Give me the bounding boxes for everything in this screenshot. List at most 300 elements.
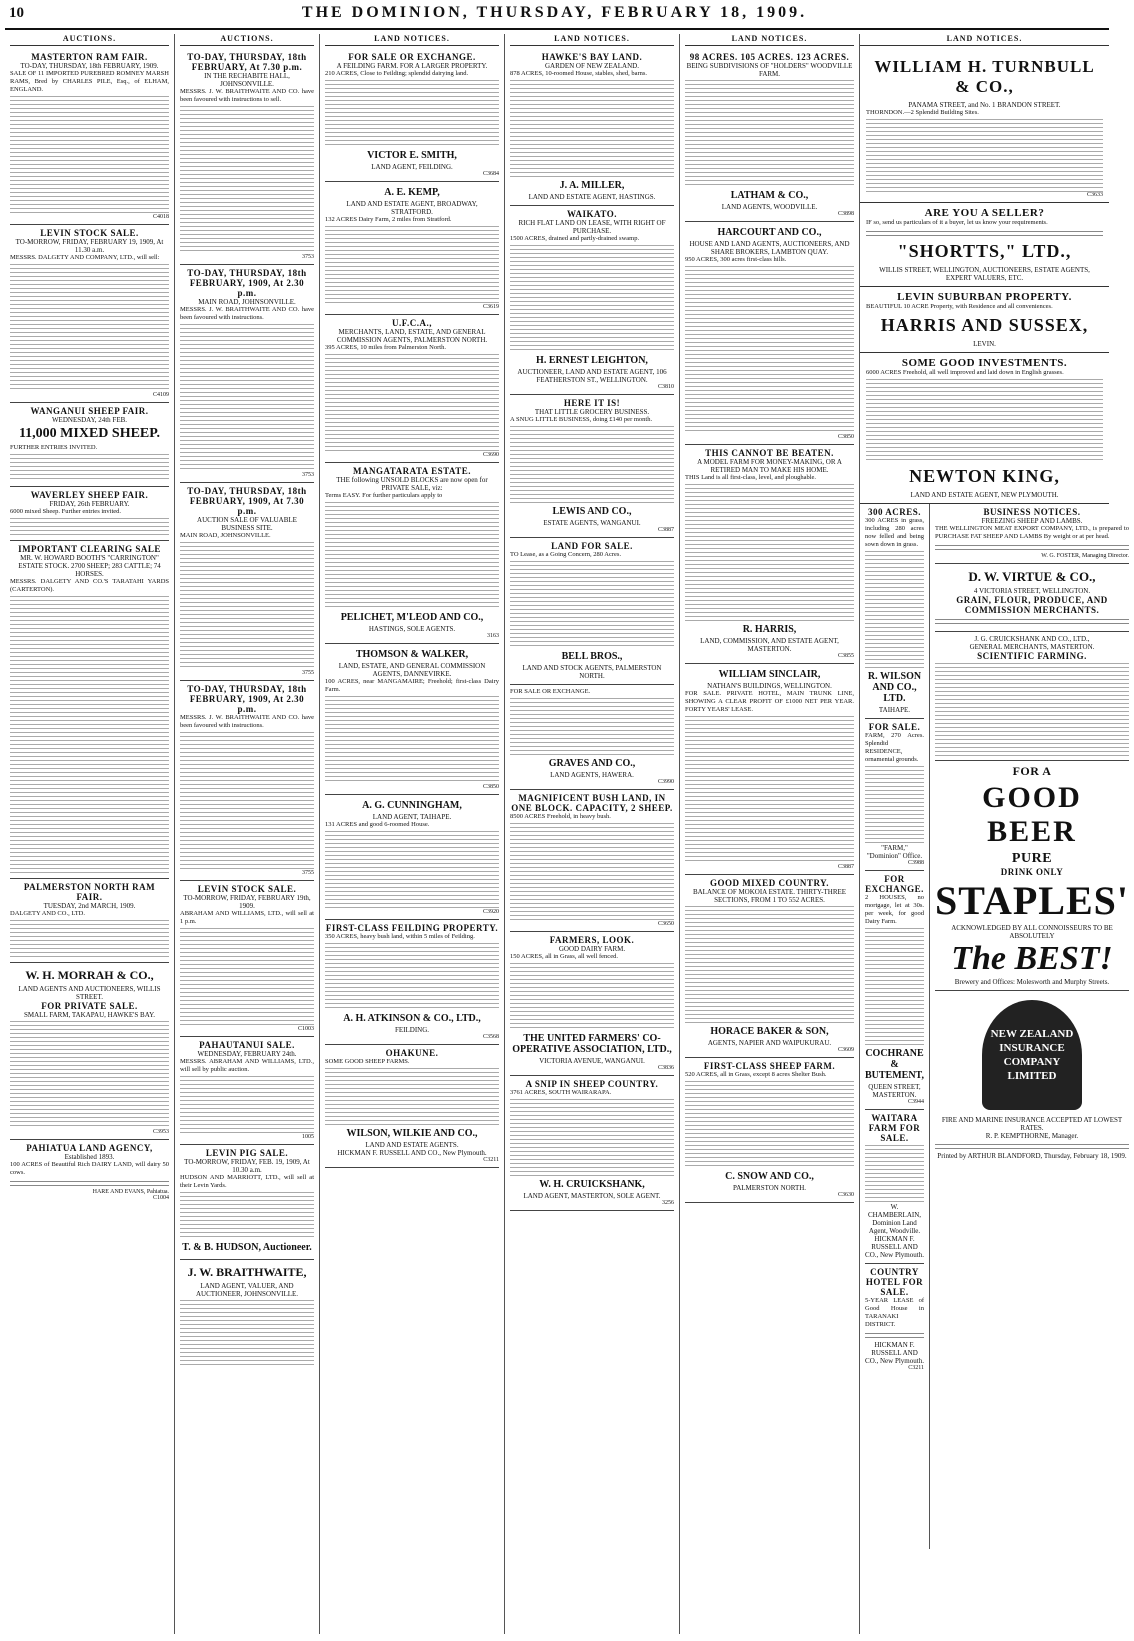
ad-title: SOME GOOD INVESTMENTS.	[901, 357, 1068, 369]
ad-ref: 3755	[302, 670, 314, 676]
ad-title: MAGNIFICENT BUSH LAND, IN ONE BLOCK. CAPACITY, 2 SHEEP.	[511, 793, 673, 813]
columns	[5, 34, 1129, 1634]
agent-name: W. H. CRUICKSHANK,	[539, 1179, 645, 1190]
agent-name: HARCOURT AND CO.,	[717, 227, 822, 238]
ad-title: TO-DAY, THURSDAY, 18th FEBRUARY, 1909, At 2.30 p.m.	[187, 268, 307, 298]
masthead	[5, 4, 1109, 30]
split-right	[930, 504, 1134, 1549]
advert	[180, 1037, 314, 1145]
advert	[325, 1045, 499, 1168]
ad-body: TO Lease, as a Going Concern, 280 Acres.	[510, 551, 622, 558]
ad-title: FOR SALE.	[868, 722, 921, 732]
advert	[180, 49, 314, 265]
ad-braithwaite	[180, 1260, 314, 1372]
ad-title: MANGATARATA ESTATE.	[352, 466, 471, 476]
beer-pure: PURE	[1011, 851, 1053, 866]
advert	[180, 881, 314, 1037]
ad-investments	[860, 353, 1109, 504]
agent-name: LATHAM & CO.,	[730, 190, 809, 201]
column-heading: LAND NOTICES.	[510, 34, 674, 46]
advert	[325, 644, 499, 795]
advert	[685, 49, 854, 222]
insurance-line-2: INSURANCE	[999, 1042, 1065, 1054]
agent-sub: LAND AGENTS, HAWERA.	[550, 771, 634, 779]
agent-name: J. A. MILLER,	[559, 180, 625, 191]
insurance-sub: FIRE AND MARINE INSURANCE ACCEPTED AT LOWEST RATES.	[941, 1116, 1123, 1132]
ad-sub: MR. W. HOWARD BOOTH'S "CARRINGTON" ESTATE STOCK. 2700 SHEEP; 283 CATTLE; 74 HORSES.	[18, 554, 161, 578]
agent-sub: PANAMA STREET, and No. 1 BRANDON STREET.	[908, 101, 1061, 109]
text-block	[685, 904, 854, 1024]
ad-body: THORNDON.—2 Splendid Building Sites.	[866, 109, 979, 116]
ad-body: GRAIN, FLOUR, PRODUCE, AND COMMISSION MERCHANTS.	[956, 595, 1108, 615]
advert	[10, 225, 169, 403]
ad-headline: 11,000 MIXED SHEEP.	[18, 426, 161, 441]
text-block	[10, 1179, 169, 1187]
ad-body: FURTHER ENTRIES INVITED.	[10, 444, 98, 451]
ad-title: PAHAUTANUI SALE.	[199, 1040, 295, 1050]
page-title: THE DOMINION, THURSDAY, FEBRUARY 18, 1909.	[301, 4, 808, 21]
text-block	[865, 926, 924, 1046]
ad-sub: TO-MORROW, FRIDAY, FEBRUARY 19, 1909, At 11.30 a.m.	[15, 238, 164, 254]
beer-address: Brewery and Offices: Molesworth and Murphy Streets.	[954, 978, 1110, 986]
text-block	[510, 821, 674, 921]
ad-ref: 3753	[302, 254, 314, 260]
ad-body: FOR SALE OR EXCHANGE.	[510, 688, 591, 695]
ad-body: FOR SALE. PRIVATE HOTEL, MAIN TRUNK LINE, SHOWING A CLEAR PROFIT OF £1000 NET PER YEAR. FORTY YEARS' LEASE.	[685, 690, 854, 713]
advert	[685, 445, 854, 664]
ad-sub: SMALL FARM, TAKAPAU, HAWKE'S BAY.	[23, 1011, 156, 1019]
agent-sub: LAND AGENTS AND AUCTIONEERS, WILLIS STREET.	[18, 985, 161, 1001]
agent-sub: LAND AND ESTATE AGENTS.	[365, 1141, 459, 1149]
ad-body: SOME GOOD SHEEP FARMS.	[325, 1058, 410, 1065]
text-block	[510, 559, 674, 649]
split-area	[860, 504, 1129, 1549]
beer-sub: ACKNOWLEDGED BY ALL CONNOISSEURS TO BE ABSOLUTELY	[951, 924, 1113, 940]
text-block	[10, 452, 169, 482]
ad-pahiatua	[10, 1140, 169, 1205]
ad-body: DALGETY AND CO., LTD.	[10, 910, 85, 917]
ad-title: PALMERSTON NORTH RAM FAIR.	[23, 882, 156, 902]
ad-for-sale	[865, 719, 924, 871]
page-number: 10	[9, 5, 24, 21]
ad-ref: 3163	[487, 633, 499, 639]
ad-ref: C3568	[482, 1034, 499, 1040]
ad-title: PAHIATUA LAND AGENCY,	[26, 1143, 153, 1153]
ad-ref: C3211	[908, 1365, 924, 1371]
newspaper-page	[5, 4, 1129, 1634]
advert	[685, 1058, 854, 1203]
ad-300-acres	[865, 504, 924, 719]
agent-sub: HASTINGS, SOLE AGENTS.	[368, 625, 456, 633]
ad-title: WAVERLEY SHEEP FAIR.	[30, 490, 149, 500]
ad-sub: RICH FLAT LAND ON LEASE, WITH RIGHT OF PURCHASE.	[518, 219, 666, 235]
advert	[685, 222, 854, 445]
ad-ref: C3609	[837, 1047, 854, 1053]
beer-for-a: FOR A	[1012, 764, 1052, 778]
insurance-manager: R. P. KEMPTHORNE, Manager.	[985, 1132, 1079, 1140]
agent-sub: AGENTS, NAPIER AND WAIPUKURAU.	[707, 1039, 832, 1047]
column-heading: LAND NOTICES.	[685, 34, 854, 46]
agent-name: LEWIS AND CO.,	[552, 506, 632, 517]
ad-seller	[860, 203, 1109, 287]
advert	[510, 790, 674, 932]
advert	[10, 403, 169, 487]
agent-name: WILLIAM H. TURNBULL & CO.,	[874, 57, 1095, 96]
agent-name: BELL BROS.,	[561, 651, 623, 662]
agent-name: W. H. MORRAH & CO.,	[25, 968, 154, 982]
agent-sub: AUCTIONEER, LAND AND ESTATE AGENT, 106 FEATHERSTON ST., WELLINGTON.	[517, 368, 667, 384]
ad-title: OHAKUNE.	[385, 1048, 439, 1058]
ad-sub: GOOD DAIRY FARM.	[558, 945, 626, 953]
agent-name: COCHRANE & BUTEMENT,	[865, 1048, 924, 1081]
ad-title: LEVIN STOCK SALE.	[197, 884, 297, 894]
advert	[685, 664, 854, 875]
text-block	[685, 714, 854, 864]
advert	[10, 487, 169, 541]
ad-sub: A FEILDING FARM. FOR A LARGER PROPERTY.	[336, 62, 488, 70]
agent-sub: Dominion Land Agent, Woodville.	[868, 1219, 921, 1235]
insurance-line-1: NEW ZEALAND	[990, 1028, 1074, 1040]
text-block	[866, 377, 1103, 462]
ad-title: MASTERTON RAM FAIR.	[31, 52, 148, 62]
ad-body: 520 ACRES, all in Grass, except 8 acres Shelter Bush.	[685, 1071, 827, 1078]
ad-turnbull	[860, 49, 1109, 203]
agent-name: A. H. ATKINSON & CO., LTD.,	[343, 1013, 481, 1024]
ad-title: U.F.C.A.,	[392, 318, 432, 328]
brand-staples: STAPLES'	[934, 878, 1129, 923]
ad-title: IMPORTANT CLEARING SALE	[18, 544, 161, 554]
agent-name: D. W. VIRTUE & CO.,	[968, 569, 1096, 584]
text-block	[180, 1074, 314, 1134]
agent-name: C. SNOW AND CO.,	[725, 1171, 814, 1182]
ad-title: LEVIN SUBURBAN PROPERTY.	[897, 291, 1072, 303]
text-block	[510, 961, 674, 1031]
ad-ref: C3953	[152, 1129, 169, 1135]
column-4	[505, 34, 680, 1634]
advert	[10, 541, 169, 879]
text-block	[685, 482, 854, 622]
column-3	[320, 34, 505, 1634]
agent-name: W. CHAMBERLAIN,	[867, 1203, 922, 1219]
ad-ref: C3211	[483, 1157, 499, 1163]
agent-name: HARE AND EVANS, Pahiatua.	[92, 1189, 169, 1195]
text-block	[510, 696, 674, 756]
agent-name: HICKMAN F. RUSSELL AND CO., New Plymouth.	[865, 1341, 924, 1365]
agent-name: H. ERNEST LEIGHTON,	[536, 355, 648, 366]
text-block	[865, 764, 924, 844]
agent-name: WILSON, WILKIE AND CO.,	[346, 1128, 478, 1139]
ad-ref: C3633	[1086, 192, 1103, 198]
ad-body: THE WELLINGTON MEAT EXPORT COMPANY, LTD., is prepared to PURCHASE FAT SHEEP AND LAMBS By weight or at per head.	[934, 525, 1129, 540]
ad-ref: 3256	[662, 1200, 674, 1206]
ad-title: FIRST-CLASS FEILDING PROPERTY.	[325, 923, 499, 933]
text-block	[935, 543, 1129, 551]
advert	[510, 395, 674, 538]
ad-title: LAND FOR SALE.	[551, 541, 633, 551]
text-block	[325, 941, 499, 1011]
agent-sub: LAND AND ESTATE AGENT, HASTINGS.	[528, 193, 656, 201]
text-block	[935, 617, 1129, 625]
ad-body: 6000 mixed Sheep. Further entries invited.	[10, 508, 122, 515]
agent-name: R. HARRIS,	[742, 624, 797, 635]
ad-body: 350 ACRES, heavy bush land, within 5 miles of Feilding.	[325, 933, 475, 940]
agent-sub: QUEEN STREET, MASTERTON.	[868, 1083, 921, 1099]
text-block	[10, 94, 169, 214]
ad-sub: MAIN ROAD, JOHNSONVILLE.	[198, 298, 296, 306]
agent-name: J. W. BRAITHWAITE,	[187, 1265, 307, 1279]
ad-ref: C3920	[482, 909, 499, 915]
text-block	[685, 1079, 854, 1169]
agent-name: T. & B. HUDSON, Auctioneer.	[182, 1242, 312, 1253]
text-block	[10, 1019, 169, 1129]
ad-sub: WEDNESDAY, FEBRUARY 24th.	[197, 1050, 297, 1058]
agent-sub: ESTATE AGENTS, WANGANUI.	[543, 519, 641, 527]
agent-name: HARRIS AND SUSSEX,	[880, 315, 1089, 335]
insurance-emblem	[982, 1000, 1082, 1110]
agent-sub: LAND AGENT, MASTERTON, SOLE AGENT.	[523, 1192, 661, 1200]
ad-title: ARE YOU A SELLER?	[924, 207, 1045, 219]
ad-body: 6000 ACRES Freehold, all well improved and laid down in English grasses.	[866, 369, 1064, 376]
agent-sub: LAND AGENT, VALUER, AND AUCTIONEER, JOHNSONVILLE.	[195, 1282, 299, 1298]
ad-sub: Established 1893.	[64, 1153, 115, 1161]
ad-title: THIS CANNOT BE BEATEN.	[705, 448, 834, 458]
ad-ref: C3630	[837, 1192, 854, 1198]
agent-name: "FARM," "Dominion" Office.	[866, 844, 923, 860]
agent-sub: FEILDING.	[394, 1026, 430, 1034]
agent-sub: PALMERSTON NORTH.	[732, 1184, 807, 1192]
imprint: Printed by ARTHUR BLANDFORD, Thursday, February 18, 1909.	[937, 1152, 1127, 1160]
advert	[325, 795, 499, 920]
ad-sub: THAT LITTLE GROCERY BUSINESS.	[534, 408, 650, 416]
advert	[510, 685, 674, 790]
ad-body: SALE OF 11 IMPORTED PUREBRED ROMNEY MARSH RAMS, Bred by CHARLES PILE, Esq., of ELHAM, ENGLAND.	[10, 70, 169, 93]
agent-sub: TAIHAPE.	[878, 706, 911, 714]
ad-title: FIRST-CLASS SHEEP FARM.	[703, 1061, 836, 1071]
ad-body: 8500 ACRES Freehold, in heavy bush.	[510, 813, 611, 820]
ad-body: MESSRS. DALGETY AND CO.'S TARATAHI YARDS (CARTERTON).	[10, 578, 169, 593]
advert	[180, 681, 314, 881]
ad-ref: 3753	[302, 472, 314, 478]
ad-body: 878 ACRES, 10-roomed House, stables, shed, barns.	[510, 70, 648, 77]
ad-body: 3761 ACRES, SOUTH WAIRARAPA.	[510, 1089, 612, 1096]
insurance-line-3: COMPANY	[1003, 1056, 1061, 1068]
ad-sub: BALANCE OF MOKOIA ESTATE. THIRTY-THREE SECTIONS, FROM 1 TO 552 ACRES.	[692, 888, 847, 904]
advert	[510, 538, 674, 685]
ad-body: 100 ACRES, near MANGAMAIRE; Freehold; first-class Dairy Farm.	[325, 678, 499, 693]
ad-virtue	[935, 564, 1129, 632]
insurance-line-4: LIMITED	[1007, 1070, 1057, 1082]
text-block	[180, 540, 314, 670]
column-5	[680, 34, 860, 1634]
ad-body: MESSRS. ABRAHAM AND WILLIAMS, LTD., will sell by public auction.	[180, 1058, 314, 1073]
column-heading: LAND NOTICES.	[325, 34, 499, 46]
ad-title: LEVIN PIG SALE.	[205, 1148, 289, 1158]
ad-body: BEAUTIFUL 10 ACRE Property, with Residence and all conveniences.	[866, 303, 1053, 310]
ad-ref: C3990	[657, 779, 674, 785]
column-6	[860, 34, 1129, 1634]
ad-body: THIS Land is all first-class, level, and ploughable.	[685, 474, 817, 481]
text-block	[325, 224, 499, 304]
advert	[10, 879, 169, 963]
ad-ref: 1005	[302, 1134, 314, 1140]
ad-title: A SNIP IN SHEEP COUNTRY.	[525, 1079, 659, 1089]
ad-body: MESSRS. J. W. BRAITHWAITE AND CO. have been favoured with instructions.	[180, 306, 314, 321]
agent-sub: GENERAL MERCHANTS, MASTERTON.	[969, 643, 1095, 651]
ad-ref: C3898	[837, 211, 854, 217]
ad-levin-suburban	[860, 287, 1109, 353]
ad-ref: C3684	[482, 171, 499, 177]
beer-drink-only: DRINK ONLY	[1000, 867, 1064, 877]
ad-ref: 3755	[302, 870, 314, 876]
ad-cruickshank	[935, 632, 1129, 761]
agent-sub: WILLIS STREET, WELLINGTON, AUCTIONEERS, ESTATE AGENTS, EXPERT VALUERS, ETC.	[879, 266, 1090, 282]
ad-title: TO-DAY, THURSDAY, 18th FEBRUARY, 1909, At 2.30 p.m.	[187, 684, 307, 714]
ad-sub: AUCTION SALE OF VALUABLE BUSINESS SITE.	[197, 516, 297, 532]
text-block	[866, 229, 1103, 237]
ad-body: 5-YEAR LEASE of Good House in TARANAKI DISTRICT.	[865, 1297, 924, 1328]
text-block	[180, 1190, 314, 1240]
ad-sub: A MODEL FARM FOR MONEY-MAKING, OR A RETIRED MAN TO MAKE HIS HOME.	[697, 458, 842, 474]
column-heading: AUCTIONS.	[180, 34, 314, 46]
advert	[325, 463, 499, 644]
text-block	[180, 926, 314, 1026]
advert	[325, 182, 499, 315]
ad-insurance	[935, 991, 1129, 1164]
text-block	[935, 1142, 1129, 1150]
text-block	[510, 424, 674, 504]
ad-country-hotel	[865, 1264, 924, 1375]
agent-sub: LAND AGENT, TAIHAPE.	[372, 813, 452, 821]
ad-body: ABRAHAM AND WILLIAMS, LTD., will sell at 1 p.m.	[180, 910, 314, 925]
ad-body: MESSRS. J. W. BRAITHWAITE AND CO. have been favoured with instructions to sell.	[180, 88, 314, 103]
ad-ref: C3988	[907, 860, 924, 866]
ad-ref: C4018	[152, 214, 169, 220]
agent-name: A. E. KEMP,	[384, 187, 440, 198]
ad-staples-beer	[935, 761, 1129, 991]
ad-body: 132 ACRES Dairy Farm, 2 miles from Stratford.	[325, 216, 452, 223]
ad-title: FARMERS, LOOK.	[549, 935, 635, 945]
advert	[685, 875, 854, 1058]
ad-title: 300 ACRES.	[867, 507, 921, 517]
ad-ref: C3887	[837, 864, 854, 870]
agent-sub: LAND AND ESTATE AGENT, BROADWAY, STRATFORD.	[346, 200, 478, 216]
ad-ref: C1003	[297, 1026, 314, 1032]
advert	[180, 483, 314, 681]
ad-body: Terms EASY. For further particulars apply to	[325, 492, 443, 499]
ad-waitara	[865, 1110, 924, 1264]
text-block	[325, 78, 499, 148]
ad-title: TO-DAY, THURSDAY, 18th FEBRUARY, At 7.30 p.m.	[187, 52, 307, 72]
ad-morrah	[10, 963, 169, 1140]
ad-body: 100 ACRES of Beautiful Rich DAIRY LAND, will dairy 50 cows.	[10, 1161, 169, 1176]
ad-title: HERE IT IS!	[563, 398, 621, 408]
advert	[10, 49, 169, 225]
agent-name: HORACE BAKER & SON,	[710, 1026, 829, 1037]
text-block	[865, 1143, 924, 1203]
ad-sub: TUESDAY, 2nd MARCH, 1909.	[43, 902, 136, 910]
ad-business	[935, 504, 1129, 564]
ad-sub: FRIDAY, 26th FEBRUARY.	[49, 500, 130, 508]
ad-sub: TO-MORROW, FRIDAY, FEB. 19, 1909, At 10.30 a.m.	[184, 1158, 310, 1174]
agent-name: A. G. CUNNINGHAM,	[362, 800, 462, 811]
ad-ref: C3850	[837, 434, 854, 440]
agent-name: W. G. FOSTER, Managing Director.	[1041, 553, 1129, 559]
ad-sub: THE following UNSOLD BLOCKS are now open for PRIVATE SALE, viz:	[336, 476, 488, 492]
ad-ref: C3810	[657, 384, 674, 390]
ad-body: 150 ACRES, all in Grass, all well fenced.	[510, 953, 618, 960]
ad-sub: GARDEN OF NEW ZEALAND.	[545, 62, 639, 70]
advert	[325, 49, 499, 182]
ad-title: WANGANUI SHEEP FAIR.	[30, 406, 149, 416]
beer-good-beer: GOOD BEER	[982, 781, 1082, 848]
text-block	[180, 104, 314, 254]
advert	[325, 920, 499, 1045]
text-block	[10, 594, 169, 874]
text-block	[325, 1066, 499, 1126]
ad-body: HUDSON AND MARRIOTT, LTD., will sell at their Levin Yards.	[180, 1174, 314, 1189]
advert	[510, 1076, 674, 1211]
agent-sub: LEVIN.	[973, 340, 996, 348]
ad-body: 1500 ACRES, drained and partly-drained swamp.	[510, 235, 640, 242]
text-block	[325, 694, 499, 784]
advert	[510, 206, 674, 395]
text-block	[685, 78, 854, 188]
split-left	[860, 504, 930, 1549]
agent-name: VICTOR E. SMITH,	[367, 150, 457, 161]
ad-ref: C1004	[152, 1195, 169, 1201]
agent-name: J. G. CRUICKSHANK AND CO., LTD.,	[974, 635, 1090, 643]
ad-title: WAIKATO.	[567, 209, 617, 219]
ad-body: 131 ACRES and good 6-roomed House.	[325, 821, 430, 828]
agent-sub: LAND AND ESTATE AGENT, NEW PLYMOUTH.	[910, 491, 1059, 499]
agent-sub: 4 VICTORIA STREET, WELLINGTON.	[973, 587, 1091, 595]
ad-sub: MERCHANTS, LAND, ESTATE, AND GENERAL COMMISSION AGENTS, PALMERSTON NORTH.	[336, 328, 488, 344]
ad-title: GOOD MIXED COUNTRY.	[709, 878, 830, 888]
ad-exchange	[865, 871, 924, 1110]
ad-ref: C4109	[152, 392, 169, 398]
text-block	[865, 1331, 924, 1339]
ad-ref: C3887	[657, 527, 674, 533]
column-2	[175, 34, 320, 1634]
text-block	[865, 549, 924, 669]
text-block	[180, 322, 314, 472]
text-block	[510, 78, 674, 178]
advert	[325, 315, 499, 463]
agent-sub: LAND, ESTATE, AND GENERAL COMMISSION AGENTS, DANNEVIRKE.	[338, 662, 486, 678]
ad-ref: C3855	[837, 653, 854, 659]
ad-ref: C3690	[482, 452, 499, 458]
ad-title: FOR EXCHANGE.	[865, 874, 924, 894]
advert	[510, 932, 674, 1076]
text-block	[180, 730, 314, 870]
text-block	[866, 117, 1103, 192]
ad-body: 2 HOUSES, no mortgage, let at 30s. per week, for good Dairy Farm.	[865, 894, 924, 925]
advert	[180, 1145, 314, 1260]
ad-body: 395 ACRES, 10 miles from Palmerston North.	[325, 344, 446, 351]
ad-body: A SNUG LITTLE BUSINESS, doing £140 per month.	[510, 416, 653, 423]
ad-ref: C3850	[482, 784, 499, 790]
ad-body: 950 ACRES, 300 acres first-class hills.	[685, 256, 787, 263]
agent-sub: LAND AGENT, FEILDING.	[371, 163, 453, 171]
text-block	[935, 661, 1129, 756]
agent-name: THE UNITED FARMERS' CO-OPERATIVE ASSOCIATION, LTD.,	[512, 1033, 672, 1055]
ad-title: HAWKE'S BAY LAND.	[541, 52, 643, 62]
ad-sub: TO-MORROW, FRIDAY, FEBRUARY 19th, 1909.	[183, 894, 311, 910]
advert	[180, 265, 314, 483]
ad-body: FARM, 270 Acres. Splendid RESIDENCE, ornamental grounds.	[865, 732, 924, 763]
agent-sub: VICTORIA AVENUE, WANGANUI.	[539, 1057, 645, 1065]
ad-body: MESSRS. J. W. BRAITHWAITE AND CO. have been favoured with instructions.	[180, 714, 314, 729]
